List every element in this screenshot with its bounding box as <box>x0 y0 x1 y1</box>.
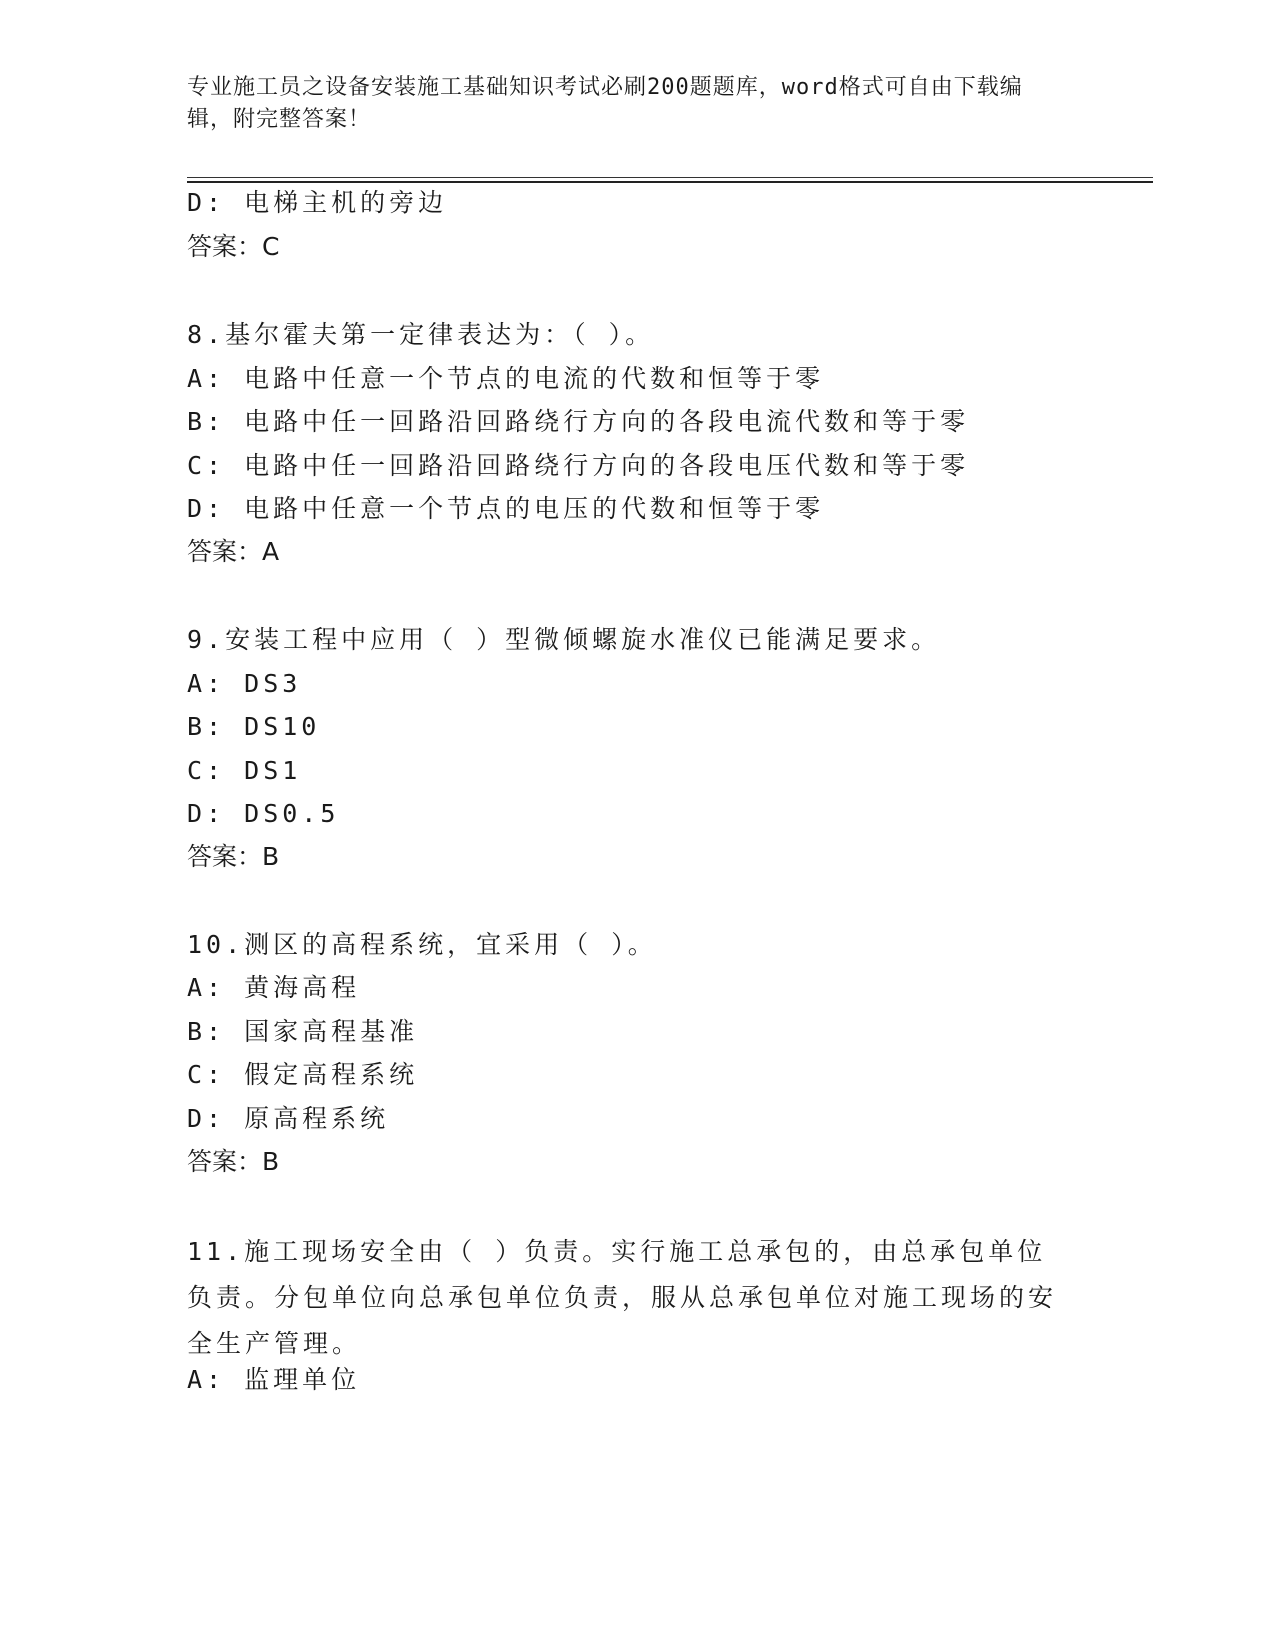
q8-option-d: D: 电路中任意一个节点的电压的代数和恒等于零 <box>187 494 825 523</box>
q10-option-a: A: 黄海高程 <box>187 973 361 1002</box>
q8-option-b: B: 电路中任一回路沿回路绕行方向的各段电流代数和等于零 <box>187 407 970 436</box>
q8-option-c: C: 电路中任一回路沿回路绕行方向的各段电压代数和等于零 <box>187 451 970 480</box>
q9-option-d: D: DS0.5 <box>187 799 340 828</box>
prev-answer: 答案：C <box>187 232 280 261</box>
q10-option-d: D: 原高程系统 <box>187 1104 390 1133</box>
q9-option-b: B: DS10 <box>187 712 321 741</box>
q9-answer: 答案：B <box>187 842 280 871</box>
q8-answer: 答案：A <box>187 537 280 566</box>
q11-option-a: A: 监理单位 <box>187 1365 361 1394</box>
header-divider-thick <box>187 181 1153 183</box>
q10-answer: 答案：B <box>187 1147 280 1176</box>
q11-stem: 11.施工现场安全由（ ）负责。实行施工总承包的，由总承包单位负责。分包单位向总承包单位负责，服从总承包单位对施工现场的安全生产管理。 <box>187 1237 1058 1358</box>
q10-stem: 10.测区的高程系统，宜采用（ ）。 <box>187 930 657 959</box>
document-header: 专业施工员之设备安装施工基础知识考试必刷200题题库，word格式可自由下载编辑，附完整答案！ <box>187 75 1023 132</box>
header-divider-thin <box>187 177 1153 178</box>
q9-stem: 9.安装工程中应用（ ）型微倾螺旋水准仪已能满足要求。 <box>187 625 941 654</box>
q9-option-c: C: DS1 <box>187 756 302 785</box>
q8-option-a: A: 电路中任意一个节点的电流的代数和恒等于零 <box>187 364 825 393</box>
q10-option-c: C: 假定高程系统 <box>187 1060 419 1089</box>
q10-option-b: B: 国家高程基准 <box>187 1017 419 1046</box>
q8-stem: 8.基尔霍夫第一定律表达为：（ ）。 <box>187 320 655 349</box>
prev-option-d: D: 电梯主机的旁边 <box>187 188 448 217</box>
q9-option-a: A: DS3 <box>187 669 302 698</box>
